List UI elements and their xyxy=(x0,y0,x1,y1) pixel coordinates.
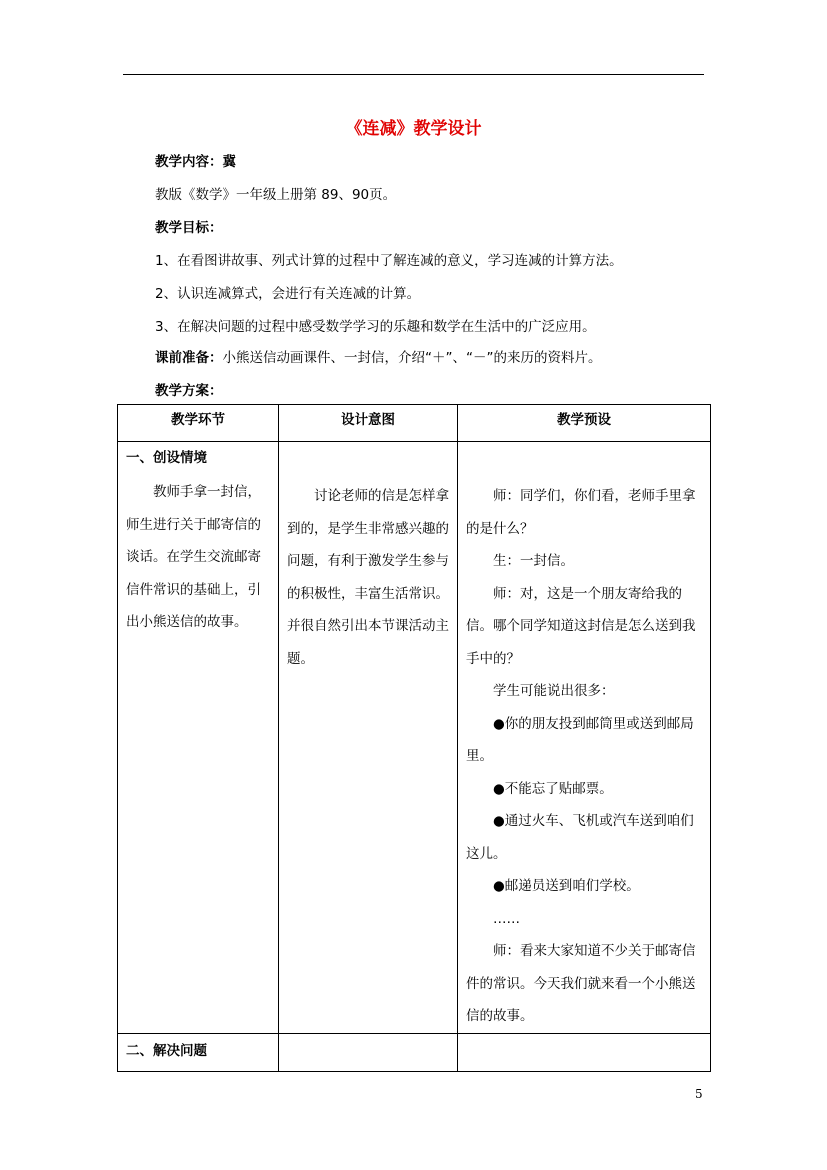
preset-line: ●通过火车、飞机或汽车送到咱们这儿。 xyxy=(466,813,694,862)
preset-line: ●不能忘了贴邮票。 xyxy=(493,780,613,797)
content-line-2: 教版《数学》一年级上册第 89、90页。 xyxy=(155,187,397,203)
stage-title-2: 二、解决问题 xyxy=(118,1033,279,1071)
prep-line xyxy=(155,346,601,366)
document-title: 《连减》教学设计 xyxy=(345,119,482,139)
table-row xyxy=(118,442,711,1034)
content-line xyxy=(155,150,236,170)
table-row xyxy=(118,1033,711,1071)
content-label: 教学内容： xyxy=(155,154,223,170)
preset-line: ●你的朋友投到邮筒里或送到邮局里。 xyxy=(466,715,694,764)
prep-label: 课前准备： xyxy=(155,350,223,366)
prep-text: 小熊送信动画课件、一封信，介绍“＋”、“－”的来历的资料片。 xyxy=(222,350,602,366)
preset-line: …… xyxy=(493,910,520,927)
preset-line: 师：看来大家知道不少关于邮寄信件的常识。今天我们就来看一个小熊送信的故事。 xyxy=(466,943,696,1024)
preset-line: ●邮递员送到咱们学校。 xyxy=(493,878,640,894)
goal-item-3: 3、在解决问题的过程中感受数学学习的乐趣和数学在生活中的广泛应用。 xyxy=(155,319,596,335)
goals-label: 教学目标： xyxy=(155,220,223,236)
intent-text: 讨论老师的信是怎样拿到的，是学生非常感兴趣的问题，有利于激发学生参与的积极性，丰富生活常识。并很自然引出本节课活动主题。 xyxy=(287,488,449,667)
preset-line: 师：对，这是一个朋友寄给我的信。哪个同学知道这封信是怎么送到我手中的？ xyxy=(466,585,696,667)
intent-cell xyxy=(279,442,458,1034)
goal-item-1: 1、在看图讲故事、列式计算的过程中了解连减的意义，学习连减的计算方法。 xyxy=(155,253,623,269)
stage-text: 教师手拿一封信，师生进行关于邮寄信的谈话。在学生交流邮寄信件常识的基础上，引出小熊送信的故事。 xyxy=(126,484,261,630)
preset-line: 学生可能说出很多： xyxy=(493,683,615,699)
header-preset: 教学预设 xyxy=(458,405,711,442)
empty-cell xyxy=(458,1033,711,1071)
stage-title: 一、创设情境 xyxy=(126,450,207,466)
plan-label: 教学方案： xyxy=(155,383,223,399)
plan-table xyxy=(117,404,711,1072)
page-number: 5 xyxy=(695,1087,703,1101)
header-rule xyxy=(123,74,704,75)
stage-cell xyxy=(118,442,279,1034)
goal-item-2: 2、认识连减算式，会进行有关连减的计算。 xyxy=(155,286,421,302)
empty-cell xyxy=(279,1033,458,1071)
preset-cell xyxy=(458,442,711,1034)
preset-line: 生：一封信。 xyxy=(493,553,574,569)
table-header-row xyxy=(118,405,711,442)
header-intent: 设计意图 xyxy=(279,405,458,442)
header-stage: 教学环节 xyxy=(118,405,279,442)
preset-line: 师：同学们，你们看，老师手里拿的是什么？ xyxy=(466,488,696,537)
content-suffix: 冀 xyxy=(222,154,236,170)
